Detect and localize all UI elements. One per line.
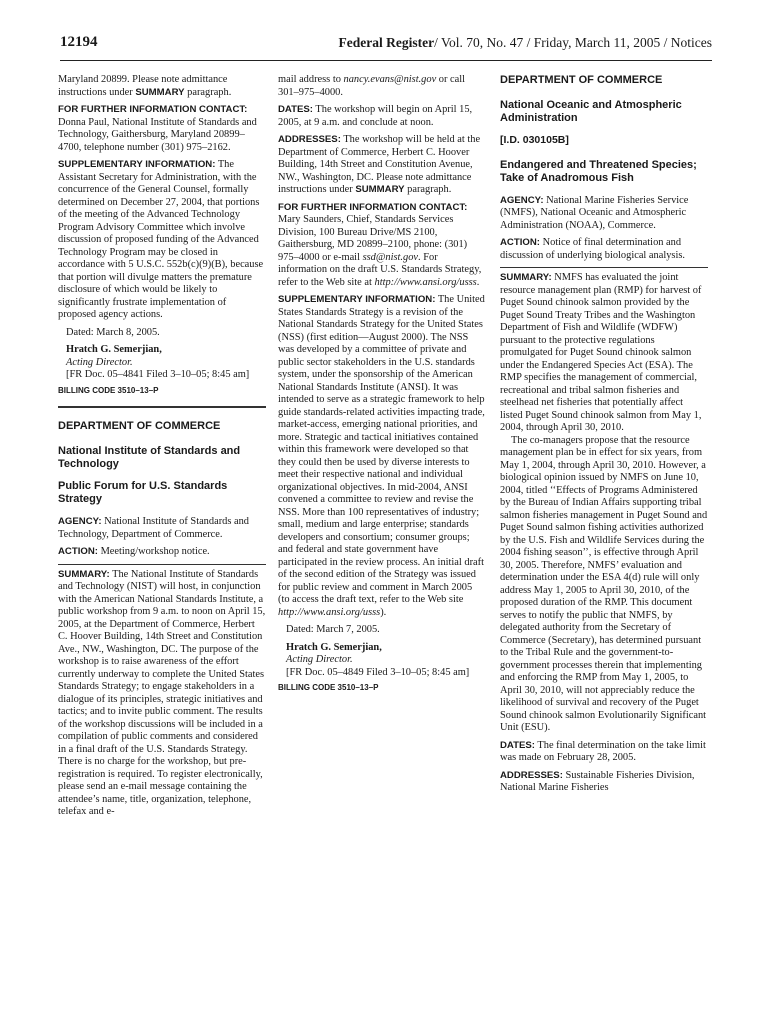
web-link[interactable]: http://www.ansi.org/usss bbox=[278, 606, 381, 618]
summary-section: SUMMARY: NMFS has evaluated the joint resource management plan (RMP) for harvest of Puget Sound chinook salmon provided by the Puget Sound Treaty Tribes and the Washington Department of Fish and Wildlife (WDFW) pursuant to the protective regulations promulgated for Puget Sound chinook salmon under the Endangered Species Act (ESA). The RMP specifies the management of commercial, recreational and tribal salmon fisheries and steelhead net fisheries that potentially affect listed Puget Sound chinook salmon from May 1, 2004, through April 30, 2010. bbox=[500, 272, 702, 433]
subject-heading: Endangered and Threatened Species; Take of Anadromous Fish bbox=[500, 158, 697, 184]
continued-paragraph: mail address to nancy.evans@nist.gov or call 301–975–4000. bbox=[278, 74, 466, 98]
action-section: ACTION: Notice of final determination and discussion of underlying biological analysis. bbox=[500, 237, 685, 261]
further-info-section bbox=[58, 104, 266, 154]
document-separator bbox=[58, 406, 266, 408]
page-header bbox=[60, 34, 712, 58]
subject-heading: Public Forum for U.S. Standards Strategy bbox=[58, 480, 228, 505]
summary-paragraph-2: The co-managers propose that the resource management plan be in effect for six years, from May 1, 2004, through April 30, 2010. However, a biological opinion issued by NMFS on June 10, 2004, titled ‘‘Effects of Programs Administered by the Bureau of Indian Affairs supporting tribal salmon fisheries management in Puget Sound and Puget Sound salmon fishing activities authorized by the U.S. Fish and Wildlife Services during the 2004 fishing season’’, is effective through April 30, 2005. Therefore, NMFS’ evaluation and determination under the ESA 4(d) rule will only address May 1, 2005 to April 30, 2010, of the proposed duration of the RMP. This document serves to notify the public that NMFS, by delegated authority from the Secretary of Commerce (Secretary), has determined pursuant to the Tribal Rule and the government-to-government processes therein that implementing and enforcing the RMP from May 1, 2005, to April 30, 2010, will not appreciably reduce the likelihood of survival and recovery of the Puget Sound chinook salmon Evolutionarily Significant Unit (ESU). bbox=[500, 434, 708, 733]
further-info-text: Donna Paul, National Institute of Standards and Technology, Gaithersburg, Maryland 20899–4700, telephone number (301) 975–2162. bbox=[58, 116, 257, 153]
continued-paragraph: Maryland 20899. Please note admittance instructions under SUMMARY paragraph. bbox=[58, 74, 232, 98]
fr-doc-line: [FR Doc. 05–4841 Filed 3–10–05; 8:45 am] bbox=[66, 369, 250, 380]
dated-line: Dated: March 8, 2005. bbox=[66, 326, 160, 338]
fr-doc-line: [FR Doc. 05–4849 Filed 3–10–05; 8:45 am] bbox=[286, 666, 470, 678]
email-link[interactable]: nancy.evans@nist.gov bbox=[343, 74, 437, 85]
header-rule bbox=[60, 60, 712, 61]
section-rule bbox=[500, 267, 708, 268]
column-3 bbox=[500, 74, 708, 800]
supplementary-info-label: SUPPLEMENTARY INFORMATION: bbox=[58, 159, 216, 170]
running-header bbox=[339, 35, 712, 51]
action-section: ACTION: Meeting/workshop notice. bbox=[58, 546, 210, 557]
column-2 bbox=[278, 74, 486, 695]
dates-section: DATES: The final determination on the take limit was made on February 28, 2005. bbox=[500, 739, 706, 763]
billing-code: BILLING CODE 3510–13–P bbox=[58, 385, 159, 395]
agency-section: AGENCY: National Institute of Standards and Technology, Department of Commerce. bbox=[58, 516, 249, 540]
issue-info: / Vol. 70, No. 47 / Friday, March 11, 2005 / Notices bbox=[434, 35, 712, 50]
agency-heading: National Institute of Standards and Technology bbox=[58, 445, 241, 470]
signer-title: Acting Director. bbox=[286, 654, 353, 665]
summary-section: SUMMARY: The National Institute of Standards and Technology (NIST) will host, in conjunction with the American National Standards Institute, a public workshop from 9 a.m. to noon on April 15, 2005, at the Department of Commerce, Herbert C. Hoover Building, 14th Street and Constitution Ave., NW., Washington, DC. The purpose of the workshop is to raise awareness of the effort currently underway to complete the United States Standards Strategy; to engage stakeholders in a dialogue of its principles, strategic initiatives and tactics; and to invite public comment. The results of the workshop discussions will be included in a compilation of public comments and considered in a final draft of the U.S. Standards Strategy. There is no charge for the workshop, but pre-registration is required. To register electronically, please send an e-mail message containing the attendee’s name, title, organization, telephone, telefax and e- bbox=[58, 568, 266, 817]
section-rule bbox=[58, 564, 266, 565]
dated-line: Dated: March 7, 2005. bbox=[286, 624, 380, 635]
column-1 bbox=[58, 74, 266, 824]
web-link[interactable]: http://www.ansi.org/usss bbox=[374, 276, 477, 288]
supplementary-info-text: The Assistant Secretary for Administration, with the concurrence of the General Counsel, formally determined on December 27, 2004, that portions of the meeting of the Advanced Technology Program Advisory Committee which involve discussion of proposed funding of the Advanced Technology Program may be closed in accordance with 5 U.S.C. 552b(c)(9)(B), because that portion will divulge matters the premature disclosure of which would be likely to significantly frustrate implementation of proposed agency actions. bbox=[58, 159, 264, 320]
document-id: [I.D. 030105B] bbox=[500, 134, 569, 146]
dates-section: DATES: The workshop will begin on April 15, 2005, at 9 a.m. and conclude at noon. bbox=[278, 104, 473, 128]
addresses-section: ADDRESSES: Sustainable Fisheries Division, National Marine Fisheries bbox=[500, 769, 695, 793]
billing-code: BILLING CODE 3510–13–P bbox=[278, 683, 379, 692]
signer-name: Hratch G. Semerjian, bbox=[66, 344, 162, 355]
supplementary-info-section: SUPPLEMENTARY INFORMATION: The United States Standards Strategy is a revision of the National Standards Strategy for the United States (NSS) (first edition—August 2000). The NSS was developed by a committee of private and public sector stakeholders in the U.S. standards system, under the sponsorship of the American National Standards Institute (ANSI). It was intended to serve as a strategic framework to help guide standards-related activities impacting trade, market-access, emerging national priorities, and more. Strategic and tactical initiatives contained within this framework were developed so that they could then be used by diverse interests to meet their respective national and individual organizational objectives. In mid-2004, ANSI convened a committee to review and revise the NSS. More than 100 representatives of industry; small, medium and large enterprise; standards developers and consortium; consumer groups; and federal and state government have participated in the review process. An initial draft of the second edition of the Strategy was issued for public review and comment in March 2005 (to access the draft text, refer to the Web site http://www.ansi.org/usss). bbox=[278, 294, 485, 618]
department-heading: DEPARTMENT OF COMMERCE bbox=[58, 420, 221, 432]
email-link[interactable]: ssd@nist.gov bbox=[362, 251, 419, 263]
further-info-label: FOR FURTHER INFORMATION CONTACT: bbox=[58, 104, 248, 115]
publication-name: Federal Register bbox=[338, 35, 435, 50]
signer-name: Hratch G. Semerjian, bbox=[286, 641, 382, 653]
agency-section: AGENCY: National Marine Fisheries Service (NMFS), National Oceanic and Atmospheric Administration (NOAA), Commerce. bbox=[500, 194, 689, 231]
further-info-section: FOR FURTHER INFORMATION CONTACT: Mary Saunders, Chief, Standards Services Division, 100 Bureau Drive/MS 2100, Gaithersburg, MD 20899–2100, phone: (301) 975–4000 or e-mail ssd@nist.gov. For information on the draft U.S. Standards Strategy, refer to the Web site at http://www.ansi.org/usss. bbox=[278, 201, 482, 288]
supplementary-info-section bbox=[58, 159, 266, 322]
signer-title: Acting Director. bbox=[66, 356, 133, 368]
page-number: 12194 bbox=[60, 34, 98, 50]
agency-heading: National Oceanic and Atmospheric Administration bbox=[500, 99, 682, 124]
addresses-section: ADDRESSES: The workshop will be held at the Department of Commerce, Herbert C. Hoover Building, 14th Street and Constitution Avenue, NW., Washington, DC. Please note admittance instructions under SUMMARY paragraph. bbox=[278, 134, 481, 195]
department-heading: DEPARTMENT OF COMMERCE bbox=[500, 74, 663, 86]
